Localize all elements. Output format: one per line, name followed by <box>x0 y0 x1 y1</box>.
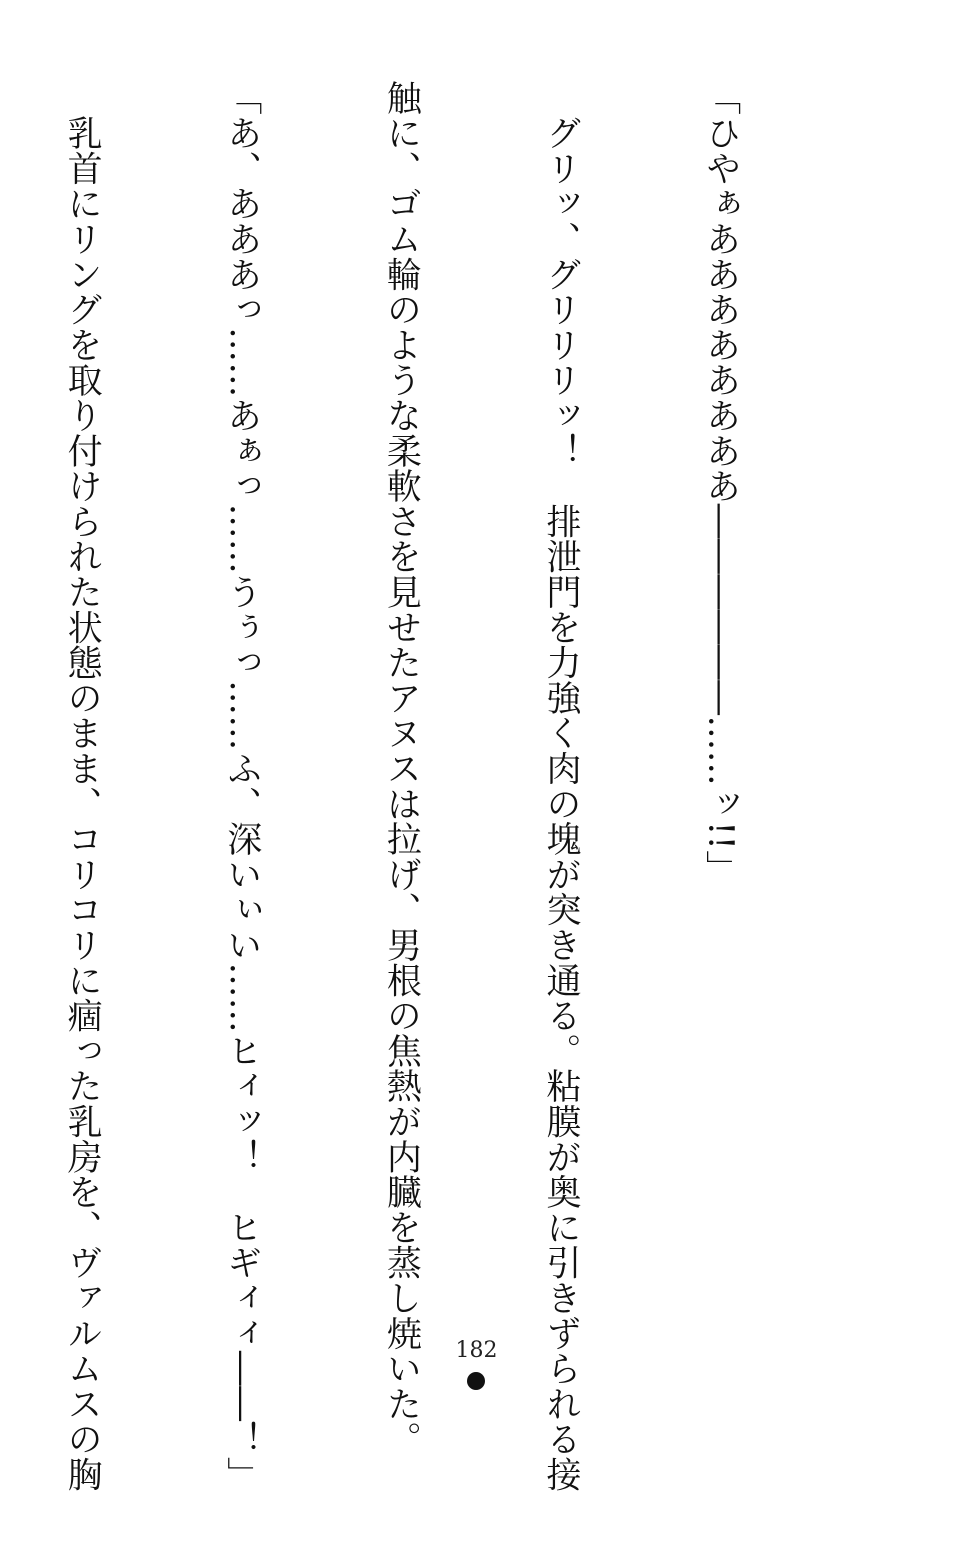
text-line: グリッ、グリリリッ！ 排泄門を力強く肉の塊が突き通る。粘膜が奥に引きずられる接 <box>540 80 581 1492</box>
page-number: 182 <box>455 1338 498 1363</box>
text-line: 乳首にリングを取り付けられた状態のまま、コリコリに痼った乳房を、ヴァルムスの胸 <box>62 80 103 1492</box>
text-line: 「あ、あああっ……あぁっ……うぅっ……ふ、深いぃい……ヒィッ！ ヒギィィ――！」 <box>221 80 262 1492</box>
page-marker-dot-icon <box>467 1372 485 1390</box>
text-line: 「ひやぁああああああああ――――――……ッ!!」 <box>700 80 741 886</box>
text-line: 触に、ゴム輪のような柔軟さを見せたアヌスは拉げ、男根の焦熱が内臓を蒸し焼いた。 <box>381 80 422 1457</box>
